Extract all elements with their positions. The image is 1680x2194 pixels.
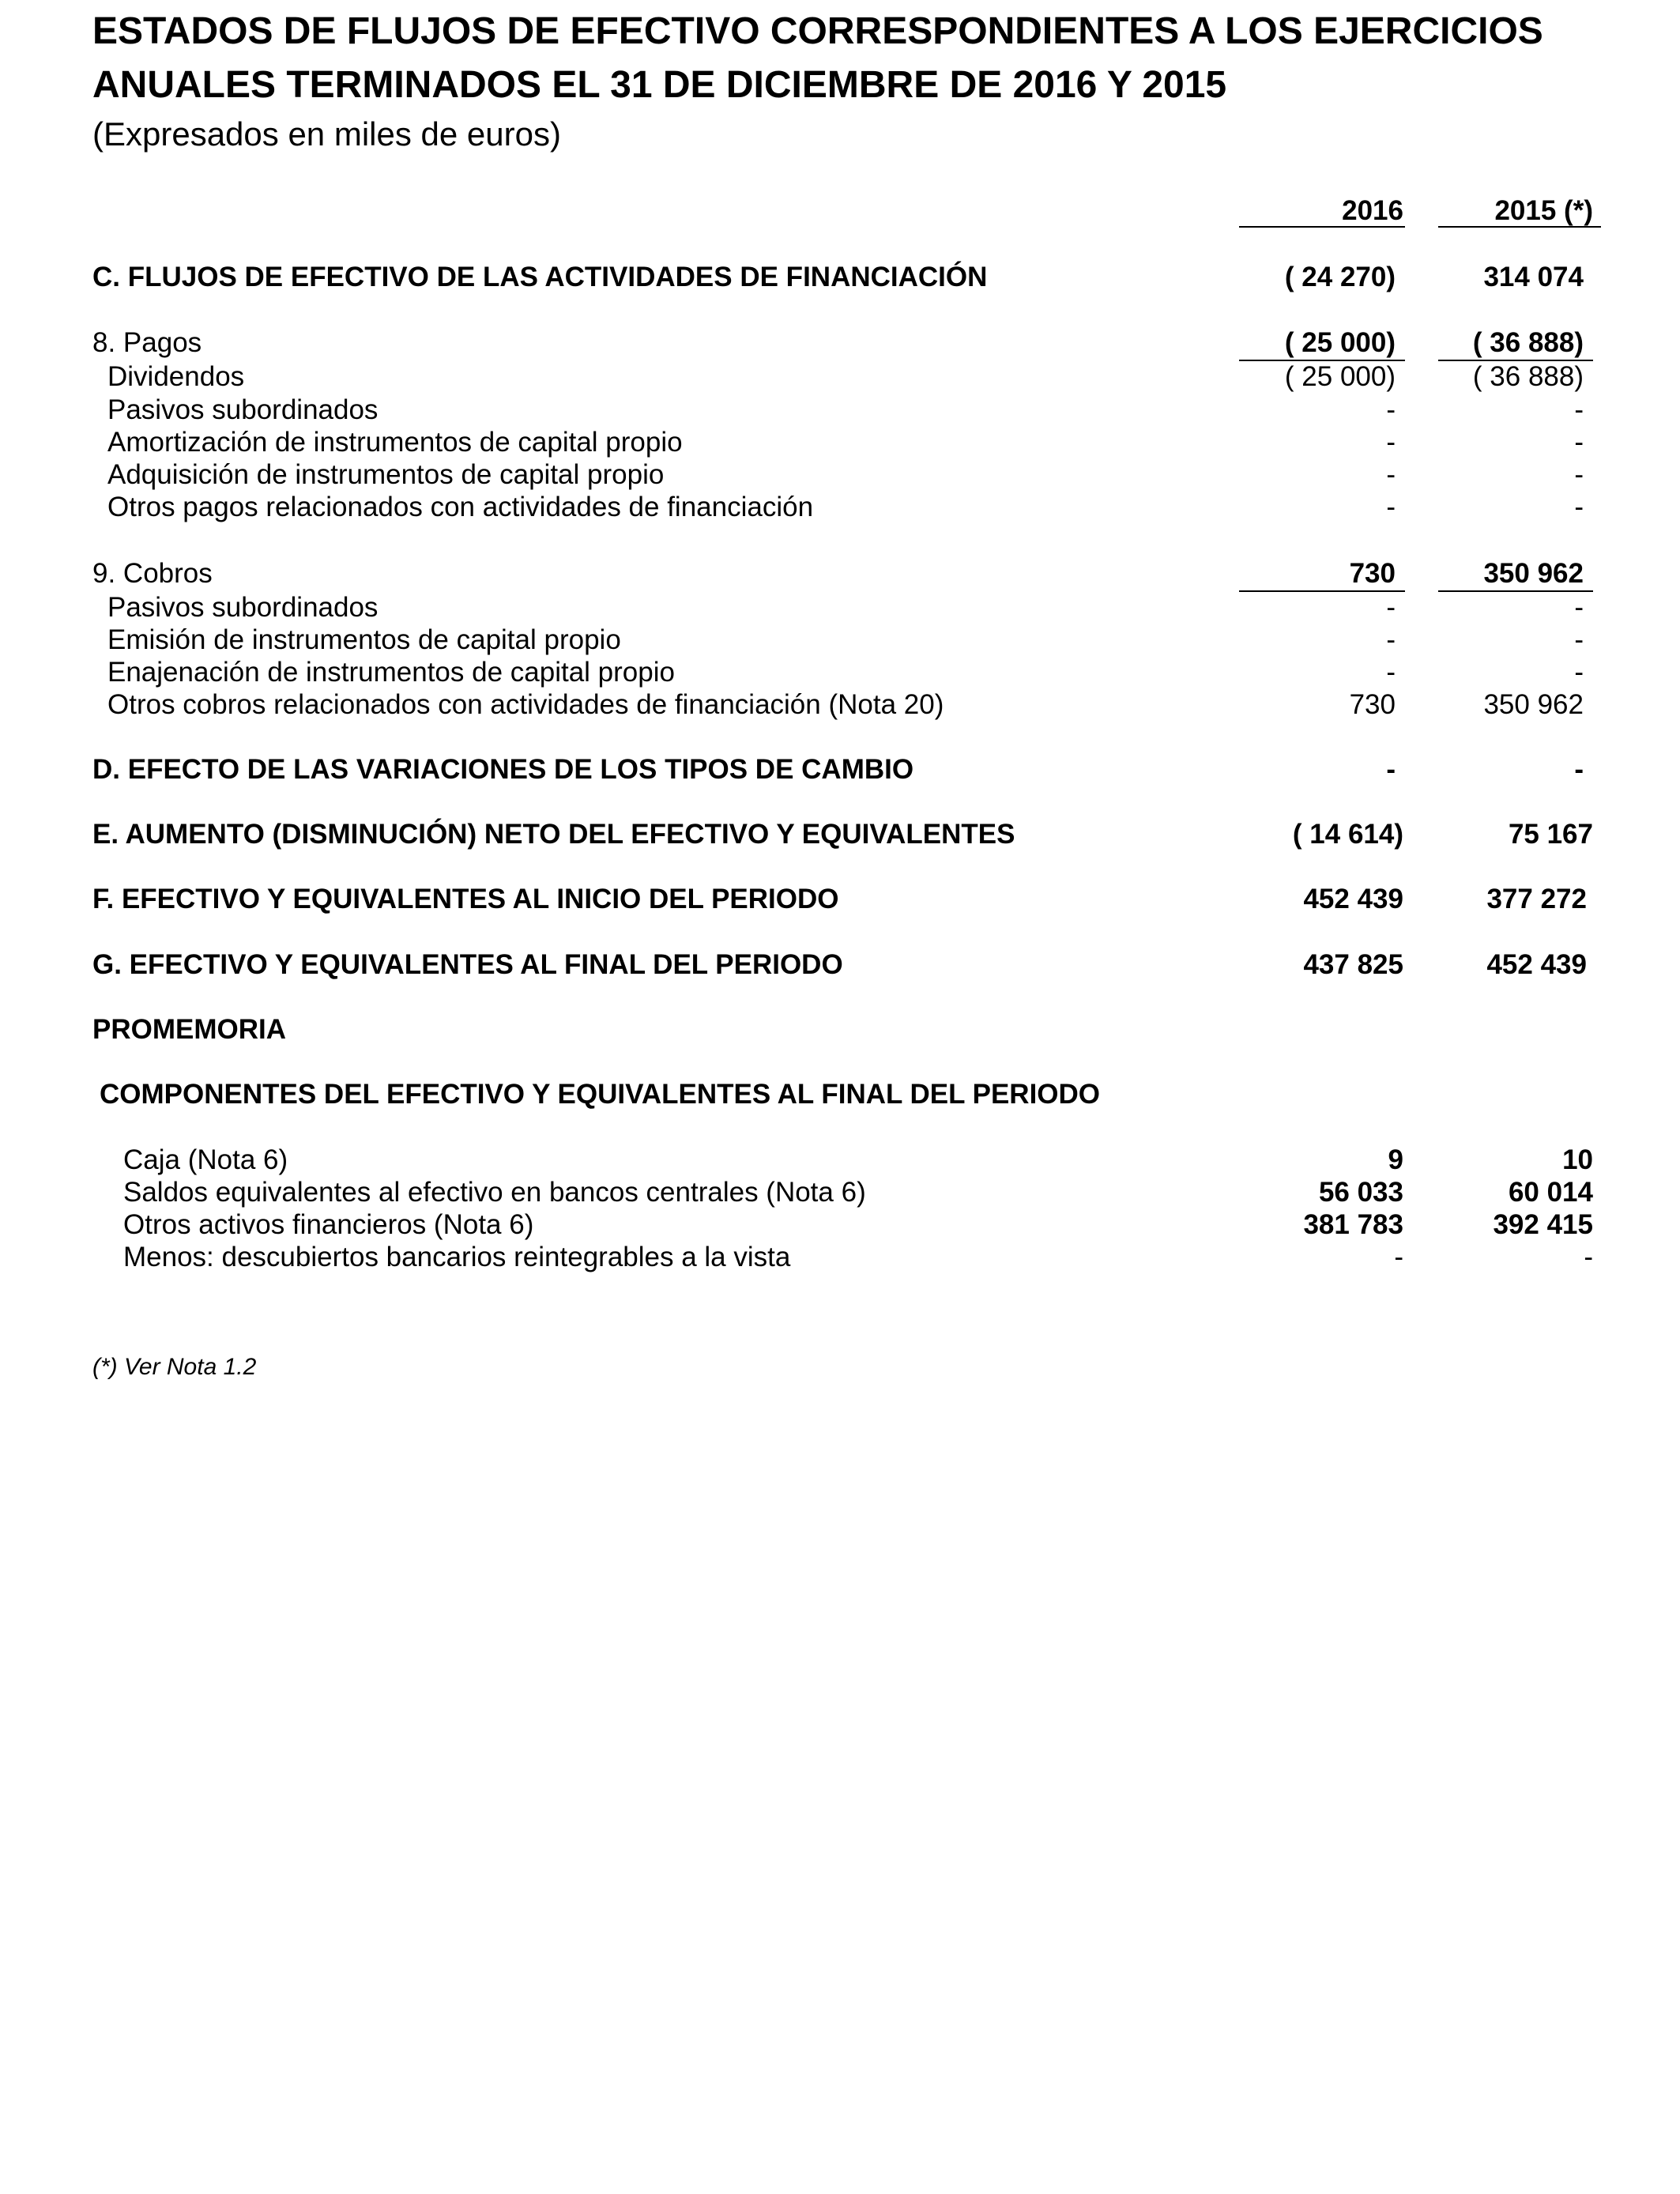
- table-row: 8. Pagos ( 25 000) ( 36 888): [92, 327, 1584, 358]
- page-subtitle: (Expresados en miles de euros): [92, 115, 561, 153]
- section-heading: COMPONENTES DEL EFECTIVO Y EQUIVALENTES AL FINAL DEL PERIODO: [100, 1079, 1101, 1110]
- table-row: 9. Cobros 730 350 962: [92, 558, 1584, 589]
- table-row: Otros activos financieros (Nota 6) 381 783 392 415: [123, 1209, 1593, 1240]
- header-underline-2016: [1239, 226, 1405, 228]
- header-underline-2015: [1438, 226, 1601, 228]
- column-header-2015: 2015 (*): [1494, 195, 1593, 226]
- table-row: Menos: descubiertos bancarios reintegrables a la vista - -: [123, 1242, 1593, 1272]
- column-header-2016: 2016: [1342, 195, 1403, 226]
- table-row: Otros cobros relacionados con actividades de financiación (Nota 20) 730 350 962: [107, 689, 1584, 720]
- table-row: Emisión de instrumentos de capital propio - -: [107, 624, 1584, 655]
- table-row: F. EFECTIVO Y EQUIVALENTES AL INICIO DEL PERIODO 452 439 377 272: [92, 884, 1587, 914]
- footnote: (*) Ver Nota 1.2: [92, 1354, 257, 1380]
- page-title: ESTADOS DE FLUJOS DE EFECTIVO CORRESPONDIENTES A LOS EJERCICIOS ANUALES TERMINADOS EL 31 DE DICIEMBRE DE 2016 Y 2015: [92, 10, 1543, 106]
- table-row: Pasivos subordinados - -: [107, 394, 1584, 425]
- column-header-row: [0, 194, 1680, 228]
- table-row: C. FLUJOS DE EFECTIVO DE LAS ACTIVIDADES DE FINANCIACIÓN ( 24 270) 314 074: [92, 262, 1584, 292]
- table-row: G. EFECTIVO Y EQUIVALENTES AL FINAL DEL PERIODO 437 825 452 439: [92, 949, 1587, 980]
- section-heading: PROMEMORIA: [92, 1014, 286, 1045]
- table-row: Adquisición de instrumentos de capital propio - -: [107, 459, 1584, 490]
- table-row: Dividendos ( 25 000) ( 36 888): [107, 361, 1584, 392]
- table-row: D. EFECTO DE LAS VARIACIONES DE LOS TIPOS DE CAMBIO - -: [92, 754, 1584, 785]
- table-row: Caja (Nota 6) 9 10: [123, 1144, 1593, 1175]
- table-row: E. AUMENTO (DISMINUCIÓN) NETO DEL EFECTIVO Y EQUIVALENTES ( 14 614) 75 167: [92, 819, 1593, 850]
- table-row: Pasivos subordinados - -: [107, 592, 1584, 623]
- table-row: Amortización de instrumentos de capital propio - -: [107, 427, 1584, 458]
- table-row: Enajenación de instrumentos de capital propio - -: [107, 657, 1584, 688]
- table-row: Otros pagos relacionados con actividades de financiación - -: [107, 492, 1584, 522]
- table-row: Saldos equivalentes al efectivo en bancos centrales (Nota 6) 56 033 60 014: [123, 1177, 1593, 1208]
